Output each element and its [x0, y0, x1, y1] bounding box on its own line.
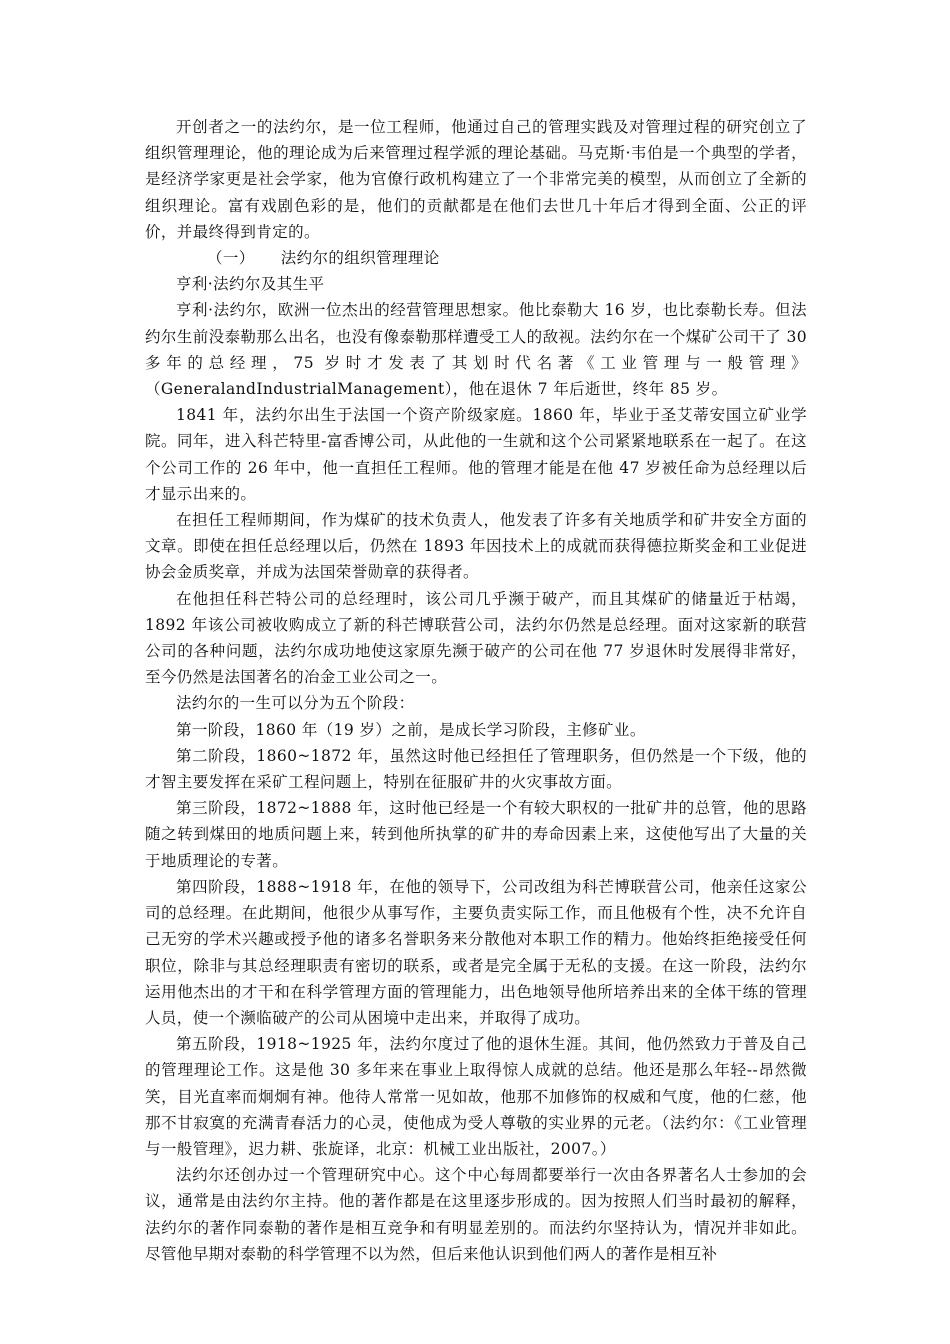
body-paragraph: 第四阶段，1888~1918 年，在他的领导下，公司改组为科芒博联营公司，他亲任这家公司的总经理。在此期间，他很少从事写作，主要负责实际工作，而且他极有个性，决不允许自己无穷的学术兴趣或授予他的诸多名誉职务来分散他对本职工作的精力。他始终拒绝接受任何职位，除非与其总经理职责有密切的联系，或者是完全属于无私的支援。在这一阶段，法约尔运用他杰出的才干和在科学管理方面的管理能力，出色地领导他所培养出来的全体干练的管理人员，使一个濒临破产的公司从困境中走出来，并取得了成功。: [145, 877, 807, 1027]
section-heading-title: 法约尔的组织管理理论: [280, 249, 440, 268]
section-heading: [145, 245, 807, 271]
body-paragraph: 法约尔的一生可以分为五个阶段：: [176, 694, 415, 713]
body-paragraph: 第二阶段，1860~1872 年，虽然这时他已经担任了管理职务，但仍然是一个下级，他的才智主要发挥在采矿工程问题上，特别在征服矿井的火灾事故方面。: [145, 746, 807, 792]
body-paragraph: 第一阶段，1860 年（19 岁）之前，是成长学习阶段，主修矿业。: [176, 720, 646, 739]
intro-paragraph: 开创者之一的法约尔，是一位工程师，他通过自己的管理实践及对管理过程的研究创立了组织管理理论，他的理论成为后来管理过程学派的理论基础。马克斯·韦伯是一个典型的学者，是经济学家更是社会学家，他为官僚行政机构建立了一个非常完美的模型，从而创立了全新的组织理论。富有戏剧色彩的是，他们的贡献都是在他们去世几十年后才得到全面、公正的评价，并最终得到肯定的。: [145, 118, 807, 241]
body-paragraph: 第五阶段，1918~1925 年，法约尔度过了他的退休生涯。其间，他仍然致力于普及自己的管理理论工作。这是他 30 多年来在事业上取得惊人成就的总结。他还是那么年轻--昂然微笑，目光直率而炯炯有神。他待人常常一见如故，他那不加修饰的权威和气度，他的仁慈，他那不甘寂寞的充满青春活力的心灵，使他成为受人尊敬的实业界的元老。（法约尔：《工业管理与一般管理》，迟力耕、张旋译，北京：机械工业出版社，2007。）: [145, 1035, 807, 1158]
body-paragraph: 第三阶段，1872~1888 年，这时他已经是一个有较大职权的一批矿井的总管，他的思路随之转到煤田的地质问题上来，转到他所执掌的矿井的寿命因素上来，这使他写出了大量的关于地质理论的专著。: [145, 799, 807, 870]
body-paragraph: 亨利·法约尔，欧洲一位杰出的经营管理思想家。他比泰勒大 16 岁，也比泰勒长寿。但法约尔生前没泰勒那么出名，也没有像泰勒那样遭受工人的敌视。法约尔在一个煤矿公司干了 30 多年的总经理，75 岁时才发表了其划时代名著《工业管理与一般管理》（GeneralandIndustrialManagement），他在退休 7 年后逝世，终年 85 岁。: [145, 301, 807, 399]
section-heading-marker: （一）: [207, 249, 255, 268]
body-paragraph: 在担任工程师期间，作为煤矿的技术负责人，他发表了许多有关地质学和矿井安全方面的文章。即使在担任总经理以后，仍然在 1893 年因技术上的成就而获得德拉斯奖金和工业促进协会金质奖章，并成为法国荣誉勋章的获得者。: [145, 511, 807, 582]
body-paragraph: 法约尔还创办过一个管理研究中心。这个中心每周都要举行一次由各界著名人士参加的会议，通常是由法约尔主持。他的著作都是在这里逐步形成的。因为按照人们当时最初的解释，法约尔的著作同泰勒的著作是相互竞争和有明显差别的。而法约尔坚持认为，情况并非如此。尽管他早期对泰勒的科学管理不以为然，但后来他认识到他们两人的著作是相互补: [145, 1166, 807, 1263]
subheading: 亨利·法约尔及其生平: [176, 275, 325, 294]
document-page: [145, 114, 807, 1267]
body-paragraph: 1841 年，法约尔出生于法国一个资产阶级家庭。1860 年，毕业于圣艾蒂安国立矿业学院。同年，进入科芒特里-富香博公司，从此他的一生就和这个公司紧紧地联系在一起了。在这个公司工作的 26 年中，他一直担任工程师。他的管理才能是在他 47 岁被任命为总经理以后才显示出来的。: [145, 406, 807, 503]
body-paragraph: 在他担任科芒特公司的总经理时，该公司几乎濒于破产，而且其煤矿的储量近于枯竭，1892 年该公司被收购成立了新的科芒博联营公司，法约尔仍然是总经理。面对这家新的联营公司的各种问题，法约尔成功地使这家原先濒于破产的公司在他 77 岁退休时发展得非常好，至今仍然是法国著名的冶金工业公司之一。: [145, 589, 807, 687]
